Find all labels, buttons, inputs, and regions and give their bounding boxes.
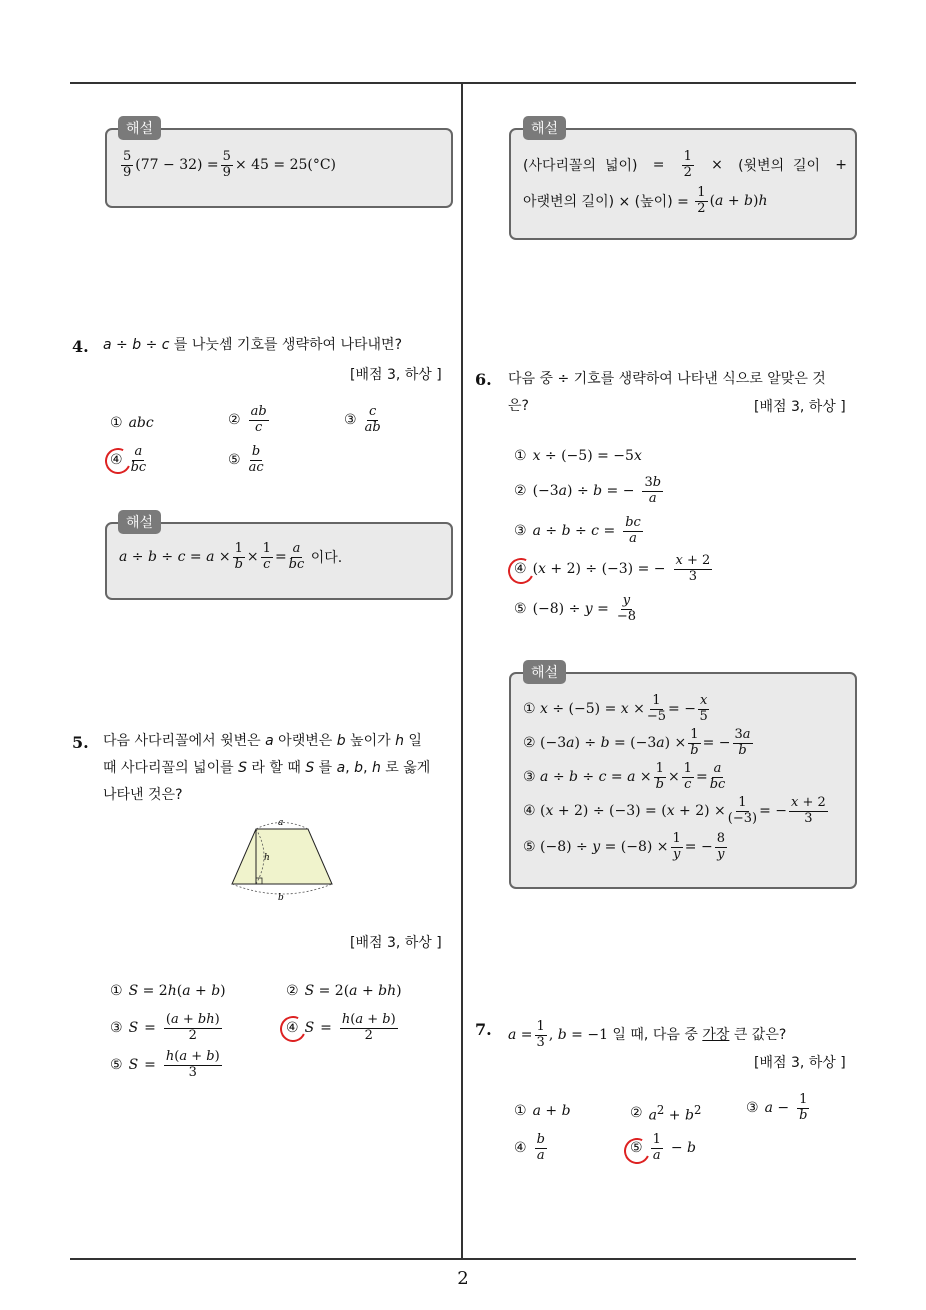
trapezoid-figure — [222, 812, 342, 904]
solution-box-q3: 5 9 (77 − 32) = 5 9 × 45 = 25(°C) — [105, 128, 453, 208]
option-2[interactable]: ② $a^2 + b^2$ — [630, 1103, 702, 1124]
question-text: a ÷ b ÷ c 를 나눗셈 기호를 생략하여 나타내면? — [103, 337, 403, 353]
option-2[interactable]: ② ab c — [228, 404, 267, 435]
question-text: 다음 중 ÷ 기호를 생략하여 나타낸 식으로 알맞은 것 은? — [508, 371, 826, 414]
option-5[interactable]: ⑤ 1 a − b — [630, 1132, 696, 1163]
option-4[interactable]: ④ b a — [514, 1132, 545, 1163]
option-5[interactable]: ⑤ (−8) ÷ y = $\frac{y}{-8}$ — [514, 593, 637, 624]
option-1[interactable]: ① abc — [110, 415, 154, 431]
option-3[interactable]: ③ a ÷ b ÷ c = $\frac{bc}{a}$ — [514, 515, 641, 546]
score-label: [배점 3, 하상 ] — [350, 935, 442, 951]
option-3[interactable]: ③ S = (a + bh) 2 — [110, 1012, 220, 1043]
page-number: 2 — [457, 1268, 469, 1289]
score-label: [배점 3, 하상 ] — [754, 1055, 846, 1071]
question-number: 7. — [475, 1020, 492, 1039]
option-1[interactable]: ① x ÷ (−5) = −5x — [514, 448, 642, 464]
svg-text:b: b — [278, 893, 284, 903]
solution-tag: 해설 — [523, 116, 566, 140]
option-4[interactable]: ④ (x + 2) ÷ (−3) = − $\frac{x + 2}{3}$ — [514, 553, 711, 584]
solution-tag: 해설 — [118, 510, 161, 534]
option-2[interactable]: ② (−3a) ÷ b = − $\frac{3b}{a}$ — [514, 475, 662, 506]
question-number: 5. — [72, 733, 89, 752]
score-label: [배점 3, 하상 ] — [350, 367, 442, 383]
option-5[interactable]: ⑤ b ac — [228, 444, 264, 475]
option-3[interactable]: ③ c ab — [344, 404, 381, 435]
column-divider — [461, 83, 463, 1259]
solution-box-q4: a ÷ b ÷ c = a × 1 b × 1 c = a bc 이다. — [105, 522, 453, 600]
question-text: a = $\frac{1}{3}$ , b = −1 일 때, 다음 중 가장 큰 값은? — [508, 1019, 787, 1050]
option-4[interactable]: ④ S = h(a + b) 2 — [286, 1012, 396, 1043]
bottom-rule — [70, 1258, 856, 1260]
option-5[interactable]: ⑤ S = h(a + b) 3 — [110, 1049, 220, 1080]
svg-text:a: a — [278, 818, 284, 828]
solution-tag: 해설 — [523, 660, 566, 684]
question-text: 다음 사다리꼴에서 윗변은 a 아랫변은 b 높이가 h 일 때 사다리꼴의 넓이를 S 라 할 때 S 를 a, b, h 로 옳게 나타낸 것은? — [103, 733, 431, 803]
option-1[interactable]: ① a + b — [514, 1103, 571, 1119]
question-number: 6. — [475, 370, 492, 389]
svg-text:h: h — [264, 853, 270, 863]
option-2[interactable]: ② S = 2(a + bh) — [286, 983, 402, 999]
option-3[interactable]: ③ a − $\frac{1}{b}$ — [746, 1092, 808, 1123]
top-rule — [70, 82, 856, 84]
option-4[interactable]: ④ a bc — [110, 444, 147, 475]
question-number: 4. — [72, 337, 89, 356]
score-label: [배점 3, 하상 ] — [754, 399, 846, 415]
solution-tag: 해설 — [118, 116, 161, 140]
option-1[interactable]: ① S = 2h(a + b) — [110, 983, 226, 999]
solution-box-q6: ① x ÷ (−5) = x × 1 −5 = − x 5 ② (−3 a ) ÷ b = (−3 a ) × 1 b = − 3a b ③ a ÷ b ÷ c = a × 1 b × 1 c = a bc ④ ( x + 2) ÷ (−3) = ( x + 2) × 1 (−3) = − x + 2 3 ⑤ (−8) ÷ y = (−8) × 1 y = − 8 y — [509, 672, 857, 889]
solution-box-q5: (사다리꼴의 넓이) = $\frac{1}{2}$ × (윗변의 길이 + 아랫변의 길이) × (높이) = 1 2 (a + b)h — [509, 128, 857, 240]
